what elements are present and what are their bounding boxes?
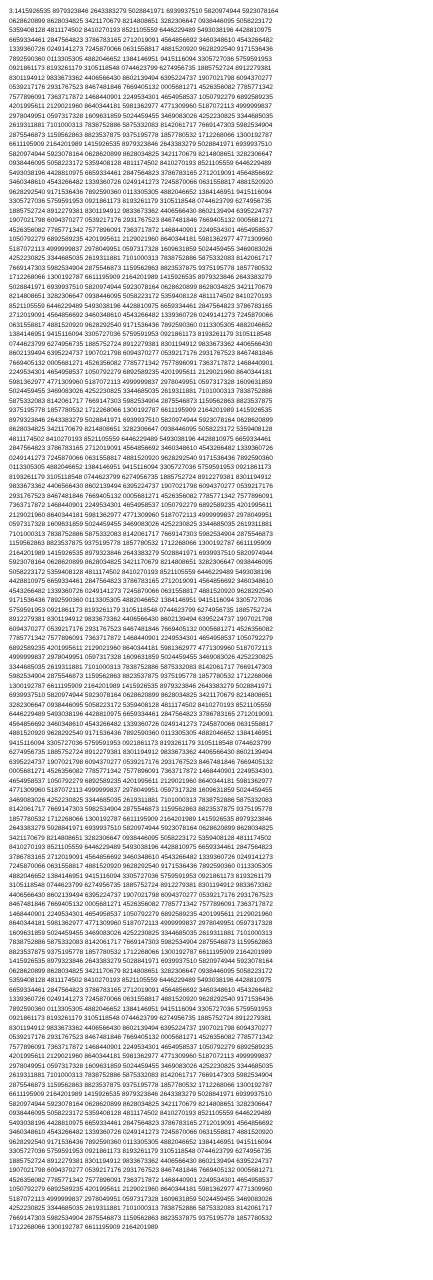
digit-line: 3.1415926535 8979323846 2643383279 5028841971 6939937510 5820974944 5923078164: [9, 8, 279, 15]
digit-line: 2619311881 7101000313 7838752886 5875332083 8142061717 7669147303 5982534904: [9, 1072, 273, 1079]
digit-line: 4428810975 6659334461 2847564823 3786783165 2712019091 4564856692 3460348610: [9, 578, 273, 585]
digit-line: 1885752724 8912279381 8301194912 9833673362 4406566430 8602139494 6395224737: [9, 207, 273, 215]
digit-line: 3469083026 4252230825 3344685035 2619311881 7101000313 7838752886 5875332083: [9, 796, 273, 804]
digit-line: 3305727036 5759591953 0921861173 8193261179 3105118548 0744623799 6274956735: [9, 1148, 272, 1155]
digit-line: 4654958537 1050792279 6892589235 4201995611 2129021960 8640344181 5981362977: [9, 777, 273, 785]
digit-line: 1159562863 8823537875 9375195778 1857780532 1712268066 1300192787 6611195909: [9, 540, 272, 547]
digit-line: 5923078164 0628620899 8628034825 3421170679 8214808651 3282306647 0938446095: [9, 559, 273, 566]
digit-line: 7892590360 0113305305 4882046652 1384146951 9415116094 3305727036 5759591953: [9, 55, 272, 63]
digit-line: 5820974944 5923078164 0628620899 8628034825 3421170679 8214808651 3282306647: [9, 1100, 273, 1108]
digit-line: 8602139494 6395224737 1907021798 6094370277 0539217176 2931767523 8467481846: [9, 350, 273, 357]
digit-line: 1339360726 0249141273 7245870066 0631558817 4881520920 9628292540 9171536436: [9, 46, 273, 53]
digit-line: 6446229489 5493038196 4428810975 6659334461 2847564823 3786783165 2712019091: [9, 711, 273, 718]
digit-line: 4543266482 1339360726 0249141273 7245870066 0631558817 4881520920 9628292540: [9, 587, 273, 595]
digit-line: 1907021798 6094370277 0539217176 2931767523 8467481846 7669405132 0005681271: [9, 1167, 273, 1174]
digit-line: 0744623799 6274956735 1885752724 8912279381 8301194912 9833673362 4406566430: [9, 340, 273, 348]
digit-line: 3460348610 4543266482 1339360726 0249141273 7245870066 0631558817 4881520920: [9, 179, 273, 186]
digit-line: 9375195778 1857780532 1712268066 1300192787 6611195909 2164201989 1415926535: [9, 407, 272, 414]
digit-line: 5493038196 4428810975 6659334461 2847564823 3786783165 2712019091 4564856692: [9, 169, 273, 177]
digit-line: 6659334461 2847564823 3786783165 2712019091 4564856692 3460348610 4543266482: [9, 36, 273, 44]
digit-line: 3105118548 0744623799 6274956735 1885752724 8912279381 8301194912 9833673362: [9, 882, 272, 889]
digit-line: 8301194912 9833673362 4406566430 8602139494 6395224737 1907021798 6094370277: [9, 74, 273, 82]
digit-line: 9628292540 9171536436 7892590360 0113305305 4882046652 1384146951 9415116094: [9, 1138, 272, 1146]
digit-line: 4526356082 7785771342 7577896091 7363717872 1468440901 2249534301 4654958537: [9, 226, 273, 234]
digit-line: 2847564823 3786783165 2712019091 4564856692 3460348610 4543266482 1339360726: [9, 445, 273, 452]
digit-line: 8521105559 6446229489 5493038196 4428810975 6659334461 2847564823 3786783165: [9, 302, 273, 310]
digit-line: 9628292540 9171536436 7892590360 0113305305 4882046652 1384146951 9415116094: [9, 188, 272, 196]
digit-line: 7577896091 7363717872 1468440901 2249534301 4654958537 1050792279 6892589235: [9, 93, 273, 101]
digit-line: 3305727036 5759591953 0921861173 8193261179 3105118548 0744623799 6274956735: [9, 198, 272, 205]
digit-line: 5058223172 5359408128 4811174502 8410270193 8521105559 6446229489 5493038196: [9, 568, 272, 576]
digit-line: 0921861173 8193261179 3105118548 0744623799 6274956735 1885752724 8912279381: [9, 1015, 272, 1022]
digit-line: 4811174502 8410270193 8521105559 6446229489 5493038196 4428810975 6659334461: [9, 435, 272, 443]
digit-line: 0597317328 1609631859 5024459455 3469083026 4252230825 3344685035 2619311881: [9, 521, 273, 528]
digit-line: 8640344181 5981362977 4771309960 5187072113 4999999837 2978049951 0597317328: [9, 920, 273, 927]
digit-line: 1339360726 0249141273 7245870066 0631558817 4881520920 9628292540 9171536436: [9, 996, 273, 1003]
digit-line: 8912279381 8301194912 9833673362 4406566430 8602139494 6395224737 1907021798: [9, 616, 273, 623]
digit-line: 5875332083 8142061717 7669147303 5982534904 2875546873 1159562863 8823537875: [9, 397, 273, 405]
digit-line: 4201995611 2129021960 8640344181 5981362977 4771309960 5187072113 4999999837: [9, 103, 272, 110]
digit-line: 2875546873 1159562863 8823537875 9375195778 1857780532 1712268066 1300192787: [9, 1081, 273, 1089]
digit-line: 0938446095 5058223172 5359408128 4811174502 8410270193 8521105559 6446229489: [9, 160, 272, 167]
digit-line: 1384146951 9415116094 3305727036 5759591953 0921861173 8193261179 3105118548: [9, 331, 271, 338]
digit-line: 3460348610 4543266482 1339360726 0249141273 7245870066 0631558817 4881520920: [9, 1129, 273, 1136]
digit-line: 2931767523 8467481846 7669405132 0005681271 4526356082 7785771342 7577896091: [9, 492, 273, 500]
digit-line: 2249534301 4654958537 1050792279 6892589235 4201995611 2129021960 8640344181: [9, 369, 273, 376]
digit-line: 1468440901 2249534301 4654958537 1050792279 6892589235 4201995611 2129021960: [9, 910, 273, 918]
digit-line: 5187072113 4999999837 2978049951 0597317328 1609631859 5024459455 3469083026: [9, 245, 273, 253]
digit-line: 1885752724 8912279381 8301194912 9833673362 4406566430 8602139494 6395224737: [9, 1157, 273, 1165]
digit-line: 8979323846 2643383279 5028841971 6939937510 5820974944 5923078164 0628620899: [9, 416, 273, 424]
digit-line: 2712019091 4564856692 3460348610 4543266482 1339360726 0249141273 7245870066: [9, 312, 273, 319]
digit-line: 8628034825 3421170679 8214808651 3282306647 0938446095 5058223172 5359408128: [9, 426, 273, 433]
digit-line: 5359408128 4811174502 8410270193 8521105559 6446229489 5493038196 4428810975: [9, 977, 272, 984]
digit-line: 3344685035 2619311881 7101000313 7838752886 5875332083 8142061717 7669147303: [9, 663, 273, 671]
digit-line: 7101000313 7838752886 5875332083 8142061717 7669147303 5982534904 2875546873: [9, 530, 273, 538]
digit-line: 7785771342 7577896091 7363717872 1468440901 2249534301 4654958537 1050792279: [9, 635, 273, 642]
digit-line: 0539217176 2931767523 8467481846 7669405132 0005681271 4526356082 7785771342: [9, 84, 273, 91]
digit-line: 1050792279 6892589235 4201995611 2129021960 8640344181 5981362977 4771309960: [9, 236, 273, 243]
digit-line: 5759591953 0921861173 8193261179 3105118548 0744623799 6274956735 1885752724: [9, 606, 272, 614]
digit-line: 4252230825 3344685035 2619311881 7101000313 7838752886 5875332083 8142061717: [9, 255, 273, 262]
digit-line: 4881520920 9628292540 9171536436 7892590360 0113305305 4882046652 1384146951: [9, 730, 273, 737]
digit-line: 1712268066 1300192787 6611195909 2164201989: [9, 1224, 159, 1231]
digit-line: 0249141273 7245870066 0631558817 4881520920 9628292540 9171536436 7892590360: [9, 454, 273, 462]
digit-line: 6611195909 2164201989 1415926535 8979323846 2643383279 5028841971 6939937510: [9, 1091, 272, 1098]
digit-line: 5493038196 4428810975 6659334461 2847564823 3786783165 2712019091 4564856692: [9, 1119, 273, 1127]
digit-line: 5024459455 3469083026 4252230825 3344685035 2619311881 7101000313 7838752886: [9, 388, 273, 395]
digit-line: 2643383279 5028841971 6939937510 5820974944 5923078164 0628620899 8628034825: [9, 825, 273, 832]
digit-line: 7363717872 1468440901 2249534301 4654958537 1050792279 6892589235 4201995611: [9, 502, 273, 509]
digit-line: 4771309960 5187072113 4999999837 2978049951 0597317328 1609631859 5024459455: [9, 787, 273, 794]
digit-line: 9833673362 4406566430 8602139494 6395224737 1907021798 6094370277 0539217176: [9, 483, 273, 490]
digit-line: 8467481846 7669405132 0005681271 4526356082 7785771342 7577896091 7363717872: [9, 901, 273, 908]
digit-line: 4406566430 8602139494 6395224737 1907021798 6094370277 0539217176 2931767523: [9, 891, 273, 899]
digit-line: 2978049951 0597317328 1609631859 5024459455 3469083026 4252230825 3344685035: [9, 112, 273, 120]
digit-line: 1907021798 6094370277 0539217176 2931767523 8467481846 7669405132 0005681271: [9, 217, 273, 224]
digit-line: 9171536436 7892590360 0113305305 4882046652 1384146951 9415116094 3305727036: [9, 597, 272, 604]
digit-line: 4999999837 2978049951 0597317328 1609631859 5024459455 3469083026 4252230825: [9, 654, 273, 661]
digit-line: 7838752886 5875332083 8142061717 7669147303 5982534904 2875546873 1159562863: [9, 939, 273, 946]
digit-line: 8410270193 8521105559 6446229489 5493038196 4428810975 6659334461 2847564823: [9, 844, 273, 851]
digit-line: 1712268066 1300192787 6611195909 2164201989 1415926535 8979323846 2643383279: [9, 274, 272, 281]
digit-line: 1857780532 1712268066 1300192787 6611195909 2164201989 1415926535 8979323846: [9, 815, 272, 823]
digit-line: 1300192787 6611195909 2164201989 1415926535 8979323846 2643383279 5028841971: [9, 682, 272, 690]
digit-line: 8301194912 9833673362 4406566430 8602139494 6395224737 1907021798 6094370277: [9, 1024, 273, 1032]
digit-line: 8142061717 7669147303 5982534904 2875546873 1159562863 8823537875 9375195778: [9, 806, 273, 813]
digit-line: 4201995611 2129021960 8640344181 5981362977 4771309960 5187072113 4999999837: [9, 1053, 272, 1060]
digit-line: 0005681271 4526356082 7785771342 7577896091 7363717872 1468440901 2249534301: [9, 768, 273, 775]
digit-line: 7892590360 0113305305 4882046652 1384146951 9415116094 3305727036 5759591953: [9, 1005, 272, 1013]
digit-line: 7245870066 0631558817 4881520920 9628292540 9171536436 7892590360 0113305305: [9, 863, 273, 870]
pi-digits-document: [9, 7, 427, 1233]
digit-line: 4526356082 7785771342 7577896091 7363717872 1468440901 2249534301 4654958537: [9, 1176, 273, 1184]
digit-line: 2129021960 8640344181 5981362977 4771309960 5187072113 4999999837 2978049951: [9, 511, 273, 519]
digit-line: 7577896091 7363717872 1468440901 2249534301 4654958537 1050792279 6892589235: [9, 1043, 273, 1051]
digit-line: 1415926535 8979323846 2643383279 5028841971 6939937510 5820974944 5923078164: [9, 958, 273, 965]
digit-line: 5982534904 2875546873 1159562863 8823537875 9375195778 1857780532 1712268066: [9, 673, 273, 680]
digit-line: 6274956735 1885752724 8912279381 8301194912 9833673362 4406566430 8602139494: [9, 749, 273, 756]
digit-line: 0921861173 8193261179 3105118548 0744623799 6274956735 1885752724 8912279381: [9, 65, 272, 72]
digit-line: 6659334461 2847564823 3786783165 2712019091 4564856692 3460348610 4543266482: [9, 986, 273, 994]
digit-line: 5028841971 6939937510 5820974944 5923078164 0628620899 8628034825 3421170679: [9, 283, 273, 291]
digit-line: 4564856692 3460348610 4543266482 1339360726 0249141273 7245870066 0631558817: [9, 720, 273, 728]
digit-line: 7669405132 0005681271 4526356082 7785771342 7577896091 7363717872 1468440901: [9, 359, 273, 367]
digit-line: 3786783165 2712019091 4564856692 3460348610 4543266482 1339360726 0249141273: [9, 853, 273, 861]
digit-line: 6892589235 4201995611 2129021960 8640344181 5981362977 4771309960 5187072113: [9, 644, 272, 652]
digit-line: 0113305305 4882046652 1384146951 9415116094 3305727036 5759591953 0921861173: [9, 464, 272, 471]
digit-line: 8193261179 3105118548 0744623799 6274956735 1885752724 8912279381 8301194912: [9, 473, 272, 481]
digit-line: 3282306647 0938446095 5058223172 5359408128 4811174502 8410270193 8521105559: [9, 701, 272, 709]
digit-line: 2875546873 1159562863 8823537875 9375195778 1857780532 1712268066 1300192787: [9, 131, 273, 139]
digit-line: 0631558817 4881520920 9628292540 9171536436 7892590360 0113305305 4882046652: [9, 321, 273, 329]
digit-line: 5359408128 4811174502 8410270193 8521105559 6446229489 5493038196 4428810975: [9, 27, 272, 34]
digit-line: 2164201989 1415926535 8979323846 2643383279 5028841971 6939937510 5820974944: [9, 549, 273, 557]
digit-line: 0539217176 2931767523 8467481846 7669405132 0005681271 4526356082 7785771342: [9, 1034, 273, 1041]
digit-line: 6395224737 1907021798 6094370277 0539217176 2931767523 8467481846 7669405132: [9, 758, 273, 766]
digit-line: 3421170679 8214808651 3282306647 0938446095 5058223172 5359408128 4811174502: [9, 834, 272, 842]
digit-line: 6094370277 0539217176 2931767523 8467481846 7669405132 0005681271 4526356082: [9, 625, 273, 633]
digit-line: 7669147303 5982534904 2875546873 1159562863 8823537875 9375195778 1857780532: [9, 264, 273, 272]
digit-line: 8214808651 3282306647 0938446095 5058223172 5359408128 4811174502 8410270193: [9, 293, 272, 300]
digit-line: 2978049951 0597317328 1609631859 5024459455 3469083026 4252230825 3344685035: [9, 1062, 273, 1070]
digit-line: 8823537875 9375195778 1857780532 1712268066 1300192787 6611195909 2164201989: [9, 948, 272, 956]
digit-line: 6939937510 5820974944 5923078164 0628620899 8628034825 3421170679 8214808651: [9, 692, 273, 699]
digit-line: 1609631859 5024459455 3469083026 4252230825 3344685035 2619311881 7101000313: [9, 929, 273, 937]
digit-line: 5187072113 4999999837 2978049951 0597317328 1609631859 5024459455 3469083026: [9, 1195, 273, 1203]
digit-line: 6611195909 2164201989 1415926535 8979323846 2643383279 5028841971 6939937510: [9, 141, 272, 148]
digit-line: 9415116094 3305727036 5759591953 0921861173 8193261179 3105118548 0744623799: [9, 739, 271, 747]
digit-line: 2619311881 7101000313 7838752886 5875332083 8142061717 7669147303 5982534904: [9, 122, 273, 129]
digit-line: 0628620899 8628034825 3421170679 8214808651 3282306647 0938446095 5058223172: [9, 17, 273, 25]
digit-line: 0938446095 5058223172 5359408128 4811174502 8410270193 8521105559 6446229489: [9, 1110, 272, 1117]
digit-line: 7669147303 5982534904 2875546873 1159562863 8823537875 9375195778 1857780532: [9, 1214, 273, 1222]
digit-line: 5820974944 5923078164 0628620899 8628034825 3421170679 8214808651 3282306647: [9, 150, 273, 158]
digit-line: 5981362977 4771309960 5187072113 4999999837 2978049951 0597317328 1609631859: [9, 378, 273, 386]
digit-line: 4882046652 1384146951 9415116094 3305727036 5759591953 0921861173 8193261179: [9, 872, 272, 880]
digit-line: 0628620899 8628034825 3421170679 8214808651 3282306647 0938446095 5058223172: [9, 967, 273, 975]
digit-line: 1050792279 6892589235 4201995611 2129021960 8640344181 5981362977 4771309960: [9, 1186, 273, 1193]
digit-line: 4252230825 3344685035 2619311881 7101000313 7838752886 5875332083 8142061717: [9, 1205, 273, 1212]
